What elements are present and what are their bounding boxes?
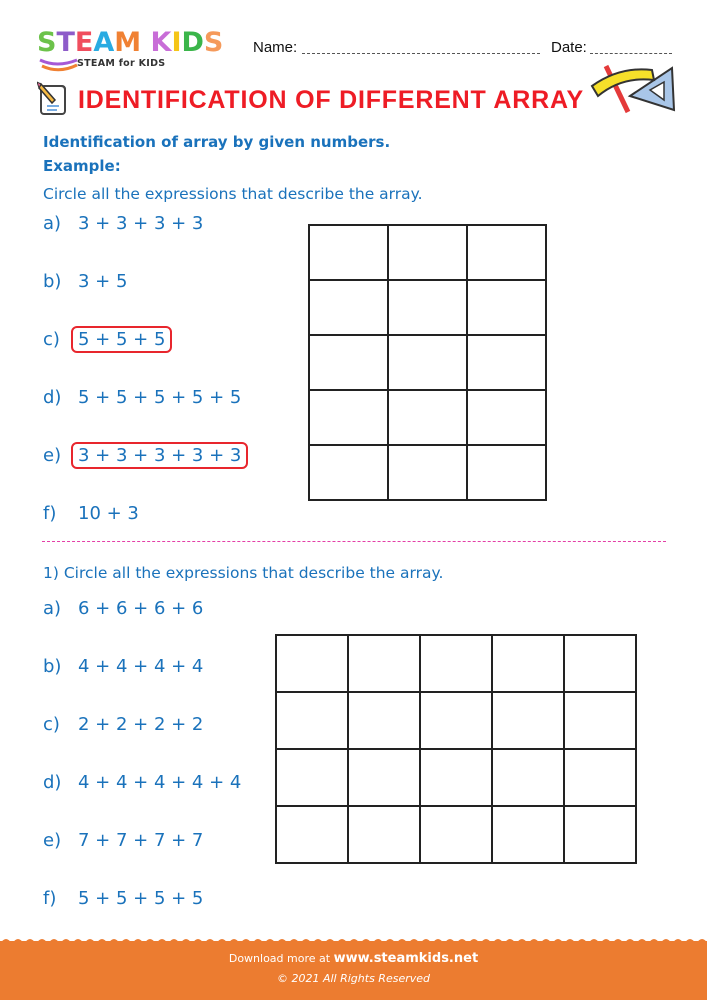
question1-instruction: 1) Circle all the expressions that describe the array. xyxy=(43,564,444,582)
expression[interactable]: 6 + 6 + 6 + 6 xyxy=(78,598,204,619)
option-letter: c) xyxy=(43,329,60,350)
footer-url-link[interactable]: www.steamkids.net xyxy=(333,951,479,966)
date-field[interactable] xyxy=(590,53,672,54)
option-letter: d) xyxy=(43,387,62,408)
grid-cell xyxy=(309,225,388,280)
logo-letter: S xyxy=(37,27,57,58)
option-f[interactable] xyxy=(43,885,210,912)
grid-cell xyxy=(309,335,388,390)
logo-tagline: STEAM for KIDS xyxy=(77,58,166,69)
example-instruction: Circle all the expressions that describe the array. xyxy=(43,185,423,203)
circled-expression[interactable]: 3 + 3 + 3 + 3 + 3 xyxy=(71,442,248,469)
option-e[interactable] xyxy=(43,827,210,854)
grid-cell xyxy=(492,635,564,692)
grid-cell xyxy=(564,692,636,749)
option-d[interactable] xyxy=(43,384,248,411)
grid-cell xyxy=(348,635,420,692)
grid-cell xyxy=(420,806,492,863)
option-letter: e) xyxy=(43,830,62,851)
option-d[interactable] xyxy=(43,769,248,796)
worksheet-title: IDENTIFICATION OF DIFFERENT ARRAY xyxy=(78,86,585,114)
logo-letter: D xyxy=(181,27,204,58)
option-letter: f) xyxy=(43,503,57,524)
grid-cell xyxy=(276,692,348,749)
option-letter: b) xyxy=(43,271,62,292)
expression[interactable]: 5 + 5 + 5 + 5 xyxy=(78,888,204,909)
logo-swoosh-icon xyxy=(39,58,79,74)
logo-letter: T xyxy=(56,27,75,58)
grid-cell xyxy=(492,806,564,863)
circled-expression[interactable]: 5 + 5 + 5 xyxy=(71,326,172,353)
name-field[interactable] xyxy=(302,53,540,54)
footer-copyright: © 2021 All Rights Reserved xyxy=(276,972,430,985)
expression[interactable]: 4 + 4 + 4 + 4 + 4 xyxy=(78,772,242,793)
grid-cell xyxy=(467,445,546,500)
expression[interactable]: 3 + 3 + 3 + 3 xyxy=(78,213,204,234)
logo-letter: I xyxy=(171,27,182,58)
grid-cell xyxy=(467,390,546,445)
logo-letter: A xyxy=(93,27,115,58)
option-c[interactable] xyxy=(43,326,172,353)
grid-cell xyxy=(420,692,492,749)
grid-cell xyxy=(309,390,388,445)
grid-cell xyxy=(388,280,467,335)
pencil-paper-icon xyxy=(37,80,71,116)
grid-cell xyxy=(276,749,348,806)
grid-cell xyxy=(276,806,348,863)
option-letter: f) xyxy=(43,888,57,909)
expression[interactable]: 2 + 2 + 2 + 2 xyxy=(78,714,204,735)
example-array-grid xyxy=(308,224,547,501)
logo-letter: M xyxy=(114,27,142,58)
option-b[interactable] xyxy=(43,268,134,295)
option-f[interactable] xyxy=(43,500,146,527)
grid-cell xyxy=(348,749,420,806)
grid-cell xyxy=(348,692,420,749)
option-a[interactable] xyxy=(43,595,210,622)
grid-cell xyxy=(420,749,492,806)
option-a[interactable] xyxy=(43,210,210,237)
option-e[interactable] xyxy=(43,442,248,469)
expression[interactable]: 10 + 3 xyxy=(78,503,139,524)
option-letter: e) xyxy=(43,445,62,466)
logo-letter xyxy=(141,28,150,58)
grid-cell xyxy=(388,445,467,500)
grid-cell xyxy=(467,335,546,390)
expression[interactable]: 4 + 4 + 4 + 4 xyxy=(78,656,204,677)
date-label: Date: xyxy=(551,39,587,56)
grid-cell xyxy=(309,445,388,500)
option-letter: b) xyxy=(43,656,62,677)
grid-cell xyxy=(348,806,420,863)
grid-cell xyxy=(467,225,546,280)
footer-bar xyxy=(0,941,707,1000)
steam-kids-logo xyxy=(37,28,237,74)
grid-cell xyxy=(420,635,492,692)
option-c[interactable] xyxy=(43,711,210,738)
name-label: Name: xyxy=(253,39,298,56)
grid-cell xyxy=(492,692,564,749)
grid-cell xyxy=(388,225,467,280)
logo-letter: S xyxy=(203,27,224,58)
grid-cell xyxy=(467,280,546,335)
option-letter: a) xyxy=(43,598,62,619)
grid-cell xyxy=(492,749,564,806)
option-letter: d) xyxy=(43,772,62,793)
footer-download-line xyxy=(0,951,707,966)
expression[interactable]: 7 + 7 + 7 + 7 xyxy=(78,830,204,851)
option-b[interactable] xyxy=(43,653,210,680)
option-letter: a) xyxy=(43,213,62,234)
logo-letter: K xyxy=(150,27,172,58)
ruler-set-square-icon xyxy=(590,60,678,116)
section-divider xyxy=(42,541,666,542)
grid-cell xyxy=(388,390,467,445)
option-letter: c) xyxy=(43,714,60,735)
footer-download-text: Download more at xyxy=(228,952,331,965)
expression[interactable]: 5 + 5 + 5 + 5 + 5 xyxy=(78,387,242,408)
grid-cell xyxy=(564,806,636,863)
expression[interactable]: 3 + 5 xyxy=(78,271,128,292)
example-heading: Example: xyxy=(43,157,121,175)
grid-cell xyxy=(309,280,388,335)
question1-array-grid xyxy=(275,634,637,864)
grid-cell xyxy=(388,335,467,390)
subtitle: Identification of array by given numbers. xyxy=(43,133,391,151)
grid-cell xyxy=(276,635,348,692)
grid-cell xyxy=(564,635,636,692)
grid-cell xyxy=(564,749,636,806)
logo-letter: E xyxy=(74,27,94,58)
logo-wordmark xyxy=(37,28,223,58)
